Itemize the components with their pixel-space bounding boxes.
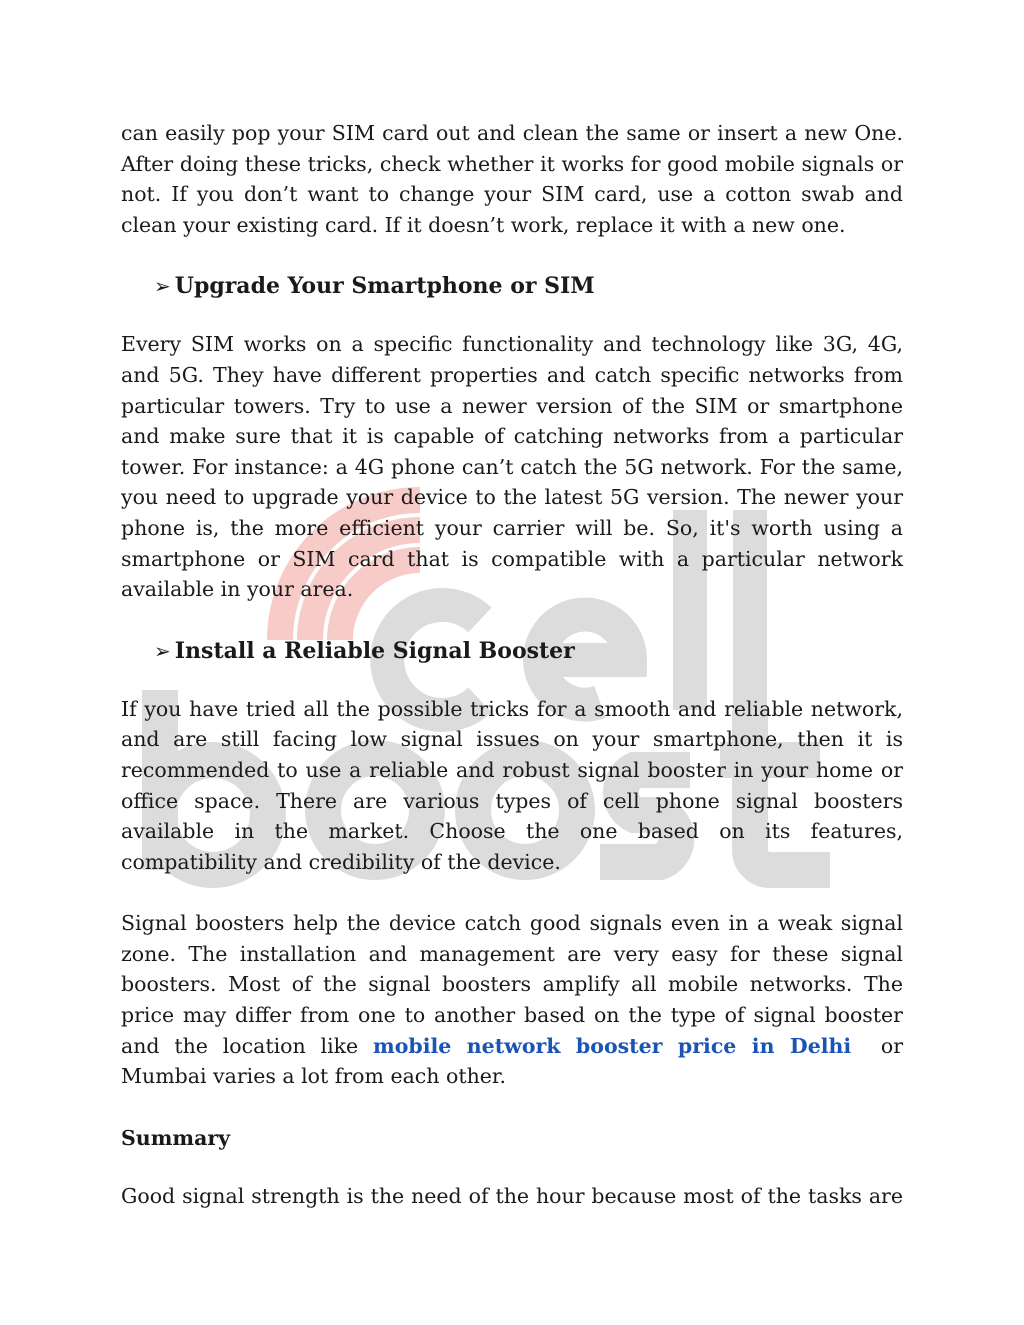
document-page: [121, 118, 910, 1211]
booster-intro-paragraph: If you have tried all the possible tricks for a smooth and reliable network, and are still facing low signal issues on your smartphone, then it is recommended to use a reliable and robust signal booster in your home or office space. There are various types of cell phone signal boosters available in the market. Choose the one based on its features, compatibility and credibility of the device.: [121, 696, 903, 874]
booster-price-link[interactable]: mobile network booster price in Delhi: [373, 1033, 852, 1058]
upgrade-paragraph: Every SIM works on a specific functionality and technology like 3G, 4G, and 5G. They have different properties and catch specific networks from particular towers. Try to use a newer version of the SIM or smartphone and make sure that it is capable of catching networks from a particular tower. For instance: a 4G phone can’t catch the 5G network. For the same, you need to upgrade your device to the latest 5G version. The newer your phone is, the more efficient your carrier will be. So, it's worth using a smartphone or SIM card that is compatible with a particular network available in your area.: [121, 332, 903, 602]
section-heading-label: Upgrade Your Smartphone or SIM: [174, 273, 595, 300]
section-heading-booster: [121, 636, 903, 666]
section-heading-label: Install a Reliable Signal Booster: [174, 637, 575, 664]
intro-paragraph: can easily pop your SIM card out and clean the same or insert a new One. After doing these tricks, check whether it works for good mobile signals or not. If you don’t want to change your SIM card, use a cotton swab and clean your existing card. If it doesn’t work, replace it with a new one.: [121, 121, 903, 237]
arrowhead-bullet-icon: ➢: [154, 274, 171, 299]
booster-text-after-link: or Mumbai varies a lot from each other.: [121, 1033, 910, 1089]
section-heading-upgrade: [121, 271, 903, 301]
booster-details-paragraph: [121, 908, 910, 1092]
summary-paragraph: Good signal strength is the need of the hour because most of the tasks are: [121, 1183, 903, 1208]
arrowhead-bullet-icon: ➢: [154, 638, 171, 663]
summary-heading: Summary: [121, 1125, 231, 1150]
booster-text-before-link: Signal boosters help the device catch good signals even in a weak signal zone. The installation and management are very easy for these signal boosters. Most of the signal boosters amplify all mobile networks. The price may differ from one to another based on the type of signal booster and the location like: [121, 911, 903, 1058]
